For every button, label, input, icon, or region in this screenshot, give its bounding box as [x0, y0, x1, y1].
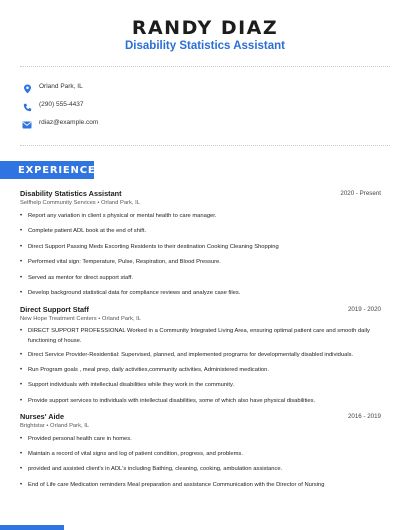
job-1-bullet-6: • Develop background statistical data for compliance reviews and analyze case files. — [20, 289, 370, 299]
bullet-dot: • — [20, 228, 23, 234]
job-2-company: New Hope Treatment Centers • Orland Park, IL — [20, 316, 141, 322]
phone-text: (290) 555-4437 — [39, 101, 84, 108]
bullet-dot: • — [20, 382, 23, 388]
job-2-bullet-4: • Support individuals with intellectual disabilities while they work in the community. — [20, 381, 370, 391]
bullet-dot: • — [20, 398, 23, 404]
job-3-bullet-4: • End of Life care Medication reminders Meal preparation and assistance Communication with the Director of Nursing — [20, 481, 370, 491]
bullet-dot: • — [20, 482, 23, 488]
job-1-bullet-2: • Complete patient ADL book at the end of shift. — [20, 227, 370, 237]
job-title-headline: Disability Statistics Assistant — [125, 40, 285, 52]
job-2-dates: 2019 - 2020 — [347, 306, 381, 313]
job-2-bullet-1: • DIRECT SUPPORT PROFESSIONAL Worked in a Community Integrated Living Area, ensuring optimal patient care and smooth daily functioning of house. — [20, 328, 370, 344]
bullet-dot: • — [20, 451, 23, 457]
job-2-bullet-3: • Run Program goals , meal prep, daily activities,community activities, Administered medication. — [20, 366, 370, 376]
bullet-dot: • — [20, 244, 23, 250]
job-1-company: Selfhelp Community Services • Orland Park, IL — [20, 200, 140, 206]
job-1-title: Disability Statistics Assistant — [20, 189, 122, 198]
divider-top — [20, 66, 390, 67]
bullet-dot: • — [20, 466, 23, 472]
candidate-name: RANDY DIAZ — [131, 17, 279, 39]
contact-phone — [22, 100, 84, 114]
bullet-dot: • — [20, 275, 23, 281]
location-text: Orland Park, IL — [39, 83, 83, 90]
job-2-bullet-2: • Direct Service Provider-Residential: Supervised, planned, and implemented programs for developmentally disabled individuals. — [20, 351, 370, 361]
bullet-dot: • — [20, 367, 23, 373]
job-1-bullet-4: • Performed vital sign: Temperature, Pulse, Respiration, and Blood Pressure. — [20, 258, 370, 268]
bullet-dot: • — [20, 213, 23, 219]
bullet-dot: • — [20, 259, 23, 265]
job-3-company: Brightstar • Orland Park, IL — [20, 423, 90, 429]
contact-email — [22, 118, 99, 132]
job-2-title: Direct Support Staff — [20, 305, 89, 314]
bullet-dot: • — [20, 328, 23, 334]
phone-icon — [22, 102, 32, 112]
job-1-bullet-5: • Served as mentor for direct support staff. — [20, 274, 370, 284]
bullet-dot: • — [20, 290, 23, 296]
job-1-bullet-3: • Direct Support Passing Meds Escorting Residents to their destination Cooking Cleaning Shopping — [20, 243, 370, 253]
job-3-title: Nurses' Aide — [20, 412, 65, 421]
bullet-dot: • — [20, 352, 23, 358]
bullet-dot: • — [20, 436, 23, 442]
email-text: rdiaz@example.com — [39, 119, 99, 126]
job-3-dates: 2016 - 2019 — [347, 413, 381, 420]
job-3-bullet-1: • Provided personal health care in homes. — [20, 435, 370, 445]
job-2-bullet-5: • Provide support services to individuals with intellectual disabilities, some of which also have physical disabilities. — [20, 397, 370, 407]
job-1-bullet-1: • Report any variation in client s physical or mental health to care manager. — [20, 212, 370, 222]
divider-contact — [20, 145, 390, 146]
next-section-bar — [0, 525, 64, 530]
experience-heading: EXPERIENCE — [18, 165, 96, 176]
job-3-bullet-2: • Maintain a record of vital signs and log of patient condition, progress, and problems. — [20, 450, 370, 460]
location-pin-icon — [22, 84, 32, 94]
contact-location — [22, 82, 83, 96]
mail-icon — [22, 120, 32, 130]
job-3-bullet-3: • provided and assisted client's in ADL's including Bathing, cleaning, cooking, ambulation assistance. — [20, 465, 370, 475]
job-1-dates: 2020 - Present — [340, 190, 381, 197]
